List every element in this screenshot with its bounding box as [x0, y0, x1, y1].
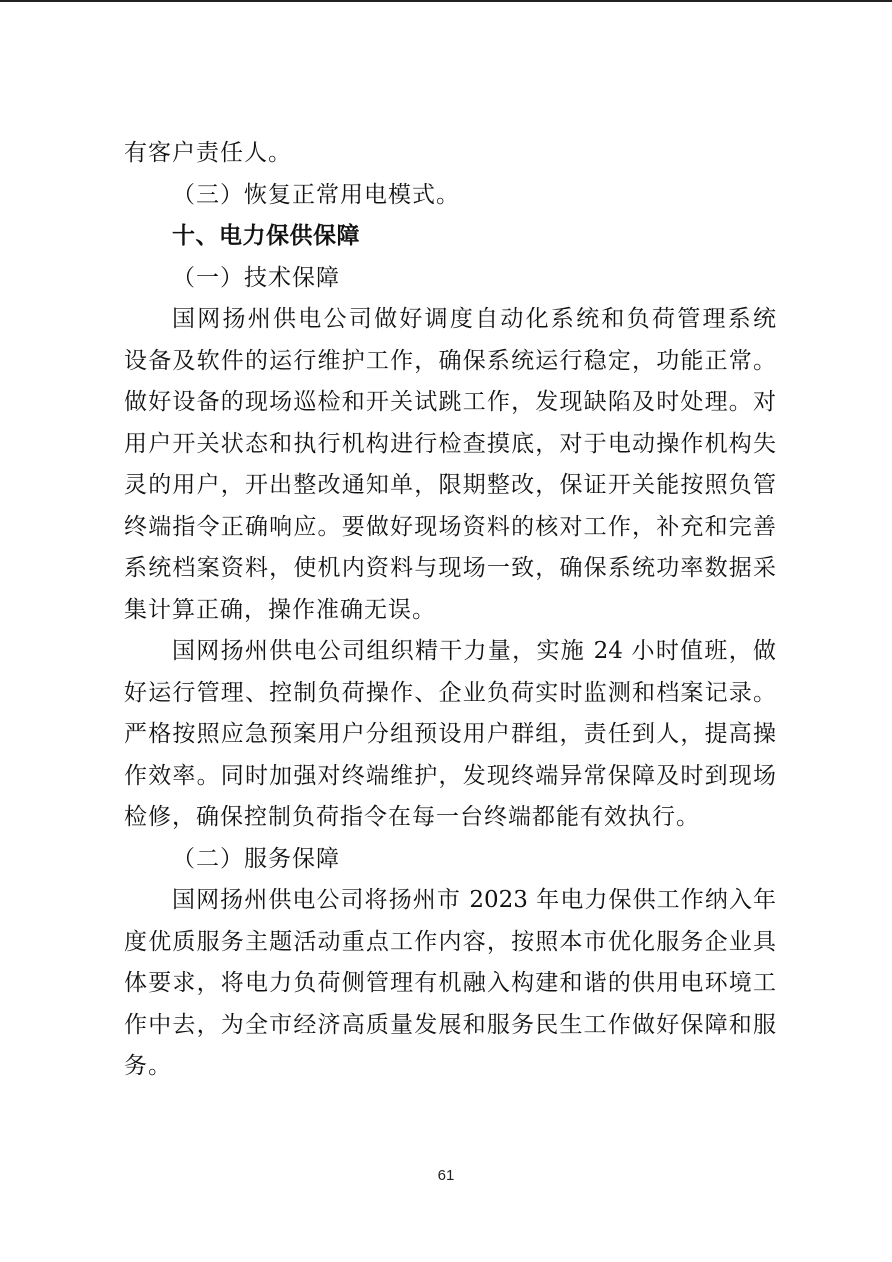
subsection-heading: （二）服务保障 [172, 845, 340, 872]
paragraph-line: 作中去，为全市经济高质量发展和服务民生工作做好保障和服 [124, 1011, 776, 1038]
subsection-heading: （一）技术保障 [172, 264, 340, 291]
paragraph-line: 终端指令正确响应。要做好现场资料的核对工作，补充和完善 [124, 513, 776, 540]
paragraph-line: 用户开关状态和执行机构进行检查摸底，对于电动操作机构失 [124, 430, 776, 457]
paragraph-line: 做好设备的现场巡检和开关试跳工作，发现缺陷及时处理。对 [124, 389, 776, 415]
paragraph-line: 严格按照应急预案用户分组预设用户群组，责任到人，提高操 [124, 721, 776, 747]
paragraph-line: 设备及软件的运行维护工作，确保系统运行稳定，功能正常。 [124, 347, 776, 374]
paragraph-line: 系统档案资料，使机内资料与现场一致，确保系统功率数据采 [124, 555, 776, 581]
section-item-heading: （三）恢复正常用电模式。 [172, 181, 460, 208]
paragraph-line: 体要求，将电力负荷侧管理有机融入构建和谐的供用电环境工 [124, 970, 776, 996]
section-heading: 十、电力保供保障 [172, 223, 360, 249]
paragraph-line: 作效率。同时加强对终端维护，发现终端异常保障及时到现场 [124, 762, 776, 789]
paragraph-line: 务。 [124, 1053, 172, 1079]
paragraph-line: 集计算正确，操作准确无误。 [124, 596, 436, 623]
paragraph-line: 好运行管理、控制负荷操作、企业负荷实时监测和档案记录。 [124, 679, 776, 706]
page-number: 61 [437, 1167, 455, 1184]
paragraph-line: 检修，确保控制负荷指令在每一台终端都能有效执行。 [124, 804, 700, 830]
paragraph-line: 国网扬州供电公司将扬州市 2023 年电力保供工作纳入年 [172, 887, 776, 913]
paragraph-line: 灵的用户，开出整改通知单，限期整改，保证开关能按照负管 [124, 472, 776, 498]
paragraph-line: 国网扬州供电公司做好调度自动化系统和负荷管理系统 [172, 306, 776, 332]
paragraph-line: 有客户责任人。 [124, 140, 292, 166]
paragraph-line: 度优质服务主题活动重点工作内容，按照本市优化服务企业具 [124, 928, 776, 955]
document-body [124, 133, 776, 1088]
paragraph-line: 国网扬州供电公司组织精干力量，实施 24 小时值班，做 [172, 638, 776, 664]
top-border-line [0, 0, 892, 2]
